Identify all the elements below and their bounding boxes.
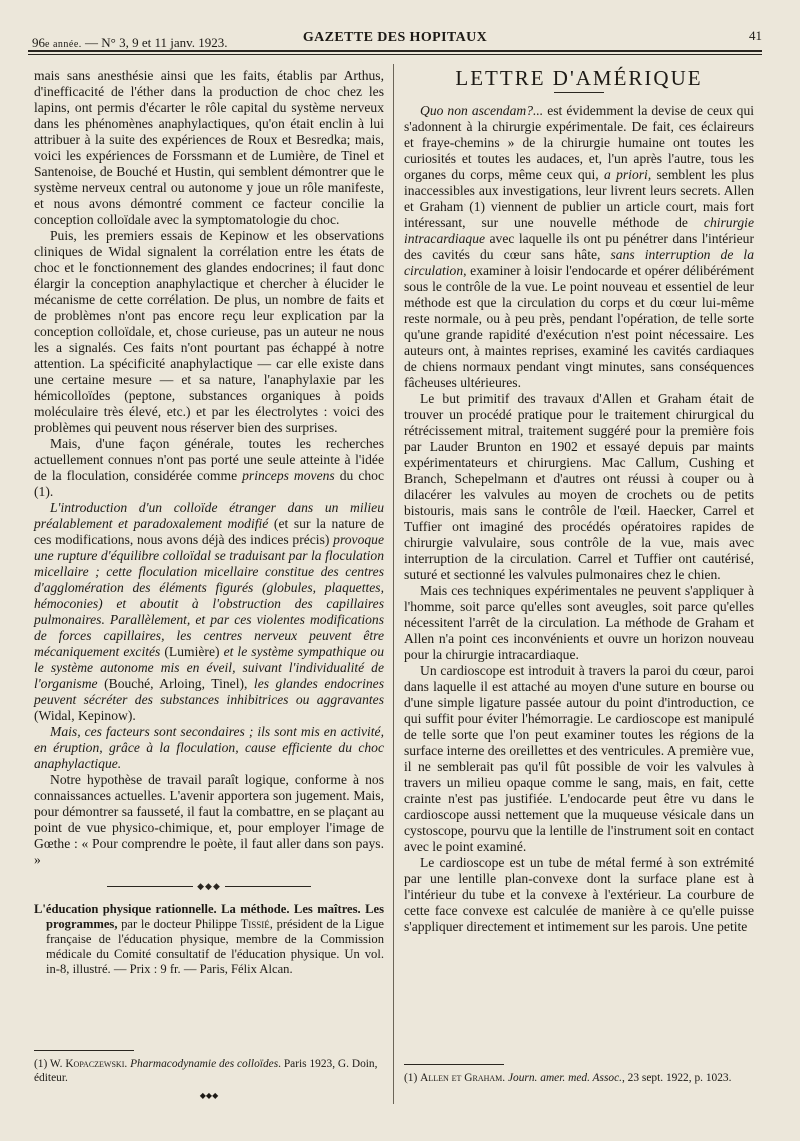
paragraph: Quo non ascendam?... est évidemment la devise de ceux qui s'adonnent à la chirurgie expérimentale. De fait, ces éclaireurs et fraye-chemins » de la chirurgie humaine ont toutes les curiosités et toutes les audaces, et, l'un après l'autre, tous les organes du corps, même ceux qui, a priori, semblent les plus inaccessibles aux investigations, leur livrent leurs secrets. Allen et Graham (1) viennent de publier un article court, mais fort intéressant, sur une nouvelle méthode de chirurgie intracardiaque avec laquelle ils ont pu pénétrer dans l'intérieur des cavités du cœur sans hâte, sans interruption de la circulation, examiner à loisir l'endocarde et opérer délibérément sous le contrôle de la vue. Le point nouveau et essentiel de leur méthode est que la circulation du corps et du cœur lui-même reste normale, ou à peu près, pendant l'opération, de telle sorte qu'une grande rapidité d'exécution n'est point nécessaire. Les auteurs ont, à maintes reprises, examiné les cavités cardiaques de chiens normaux pendant vingt minutes, sans conséquences fâcheuses ultérieures. (404, 103, 755, 390)
journal-title: GAZETTE DES HOPITAUX (302, 30, 488, 45)
paragraph: Mais ces techniques expérimentales ne peuvent s'appliquer à l'homme, soit parce qu'elles sont aveugles, soit parce qu'elles nécessitent l'arrêt de la circulation. La méthode de Graham et Allen n'a point ces inconvénients et ouvre un horizon nouveau pour la chirurgie intracardiaque. (404, 583, 754, 662)
right-column (404, 68, 754, 935)
book-review: L'éducation physique rationnelle. La méthode. Les maîtres. Les programmes, par le docteur Philippe Tissié, président de la Ligue française de l'éducation physique, membre de la Commission médicale du Comité consultatif de l'éducation physique. Un vol. in-8, illustré. — Prix : 9 fr. — Paris, Félix Alcan. (34, 902, 384, 976)
column-separator (393, 64, 394, 1104)
footnote-left: (1) W. Kopaczewski. Pharmacodynamie des colloïdes. Paris 1923, G. Doin, éditeur. ◆◆◆ (34, 1050, 384, 1103)
issue-info: 96e année. — N° 3, 9 et 11 janv. 1923. (32, 35, 228, 50)
footnote-rule (404, 1064, 504, 1065)
footnote-right: (1) Allen et Graham. Journ. amer. med. Assoc., 23 sept. 1922, p. 1023. (404, 1064, 754, 1085)
paragraph: Mais, d'une façon générale, toutes les recherches actuellement connues n'ont pas porté une seule atteinte à l'idée de la floculation, considérée comme princeps movens du choc (1). (34, 436, 384, 499)
paragraph: Le but primitif des travaux d'Allen et Graham était de trouver un procédé pratique pour le traitement chirurgical du rétrécissement mitral, traitement suggéré pour la première fois par Lauder Brunton en 1902 et essayé depuis par maints expérimentateurs et chirurgiens. Mac Callum, Cushing et Branch, Schepelmann et d'autres ont réussi à couper ou à dilacérer les valvules au moyen de crochets ou de petits bistouris, mais sans le contrôle de l'œil. Haecker, Carrel et Tuffier ont imaginé des procédés opératoires rapides de chirurgie valvulaire, sous contrôle de la vue, mais avec interruption de la circulation. Carrel et Tuffier ont cautérisé, suturé et sectionné les valvules pulmonaires chez le chien. (404, 391, 754, 582)
paragraph: Puis, les premiers essais de Kepinow et les observations cliniques de Widal signalent la corrélation entre les états de choc et le fonctionnement des glandes endocrines; il faut donc élargir la conception anaphylactique et chercher à élucider le mécanisme de cette corrélation. De plus, un nombre de faits et de problèmes n'ont pas encore reçu leur explication par la conception colloïdale, et, chose curieuse, pas un auteur ne nous les a signalés. Ces faits n'ont pourtant pas échappé à notre attention. La spécificité anaphylactique — car elle existe dans une certaine mesure — et sa nature, l'anaphylaxie par les hémicolloïdes (peptone, substances organiques à poids moléculaire très élevé, etc.) et par les électrolytes : voici des problèmes qui peuvent nous réserver bien des surprises. (34, 228, 384, 435)
footnote-rule (34, 1050, 134, 1051)
paragraph: L'introduction d'un colloïde étranger dans un milieu préalablement et paradoxalement modifié (et sur la nature de ces modifications, nous avons déjà des indices précis) provoque une rupture d'équilibre colloïdal se traduisant par la floculation micellaire ; cette floculation micellaire constitue des centres d'agglomération des éléments figurés (globules, plaquettes, hémoconies) et aboutit à l'obstruction des capillaires pulmonaires. Parallèlement, et par ces violentes modifications de forces capillaires, les centres nerveux peuvent être mécaniquement excités (Lumière) et le système sympathique ou le système autonome mis en éveil, suivant l'individualité de l'organisme (Bouché, Arloing, Tinel), les glandes endocrines peuvent sécréter des substances inhibitrices ou aggravantes (Widal, Kepinow). (34, 500, 384, 723)
header-rule-thin (28, 54, 762, 55)
page-number: 41 (749, 28, 762, 43)
page-header (28, 14, 762, 48)
paragraph: Mais, ces facteurs sont secondaires ; ils sont mis en activité, en éruption, grâce à la floculation, cause efficiente du choc anaphylactique. (34, 724, 384, 771)
paragraph: Le cardioscope est un tube de métal fermé à son extrémité par une lentille plan-convexe dont la surface plane est à l'intérieur du tube et la convexe à l'extérieur. La courbure de cette face convexe est calculée de manière à ce qu'elle puisse s'appliquer directement et intimement sur les parois. Une petite (404, 855, 754, 934)
header-rule-thick (28, 50, 762, 52)
section-ornament: ◆◆◆ (34, 878, 384, 894)
left-column (34, 68, 384, 977)
paragraph: Un cardioscope est introduit à travers la paroi du cœur, paroi dans laquelle il est attaché au moyen d'une suture en bourse ou d'une simple ligature passée autour du point d'introduction, ce qui suffit pour éviter l'hémorragie. Le cardioscope est manipulé de telle sorte que l'on peut examiner toutes les régions de la surface interne des oreillettes et des ventricules. A première vue, il ne semblerait pas qu'il fût possible de voir les valvules à travers un milieu opaque comme le sang, mais, en fait, cette crainte n'est pas justifiée. L'endocarde peut être vu dans le cardioscope aussi nettement que la muqueuse vésicale dans un cystoscope, pourvu que la lentille de l'instrument soit en contact avec le point examiné. (404, 663, 754, 854)
paragraph: mais sans anesthésie ainsi que les faits, établis par Arthus, d'inefficacité de l'éther dans la production de choc chez les lapins, ont permis d'écarter le rôle capital du système nerveux dans les phénomènes anaphylactiques, qu'on était enclin à lui attribuer à la suite des expériences de Roux et Besredka; mais, voici les expériences de Forssmann et de Lumière, de Tinel et Santenoise, de Bouché et Hustin, qui semblent démontrer que le système nerveux central ou autonome y joue un rôle manifeste, et nous avons démontré comment ce facteur concilie la conception colloïdale avec la symptomatologie du choc. (34, 68, 384, 227)
end-ornament: ◆◆◆ (199, 1091, 219, 1100)
title-rule (554, 92, 604, 93)
paragraph: Notre hypothèse de travail paraît logique, conforme à nos connaissances actuelles. L'avenir apportera son jugement. Mais, pour démontrer sa fausseté, il faut la combattre, en se plaçant au point de vue physico-chimique, et, pour employer l'image de Gœthe : « Pour comprendre le poète, il faut aller dans son pays. » (34, 772, 384, 867)
section-title: LETTRE D'AMÉRIQUE (455, 66, 703, 90)
